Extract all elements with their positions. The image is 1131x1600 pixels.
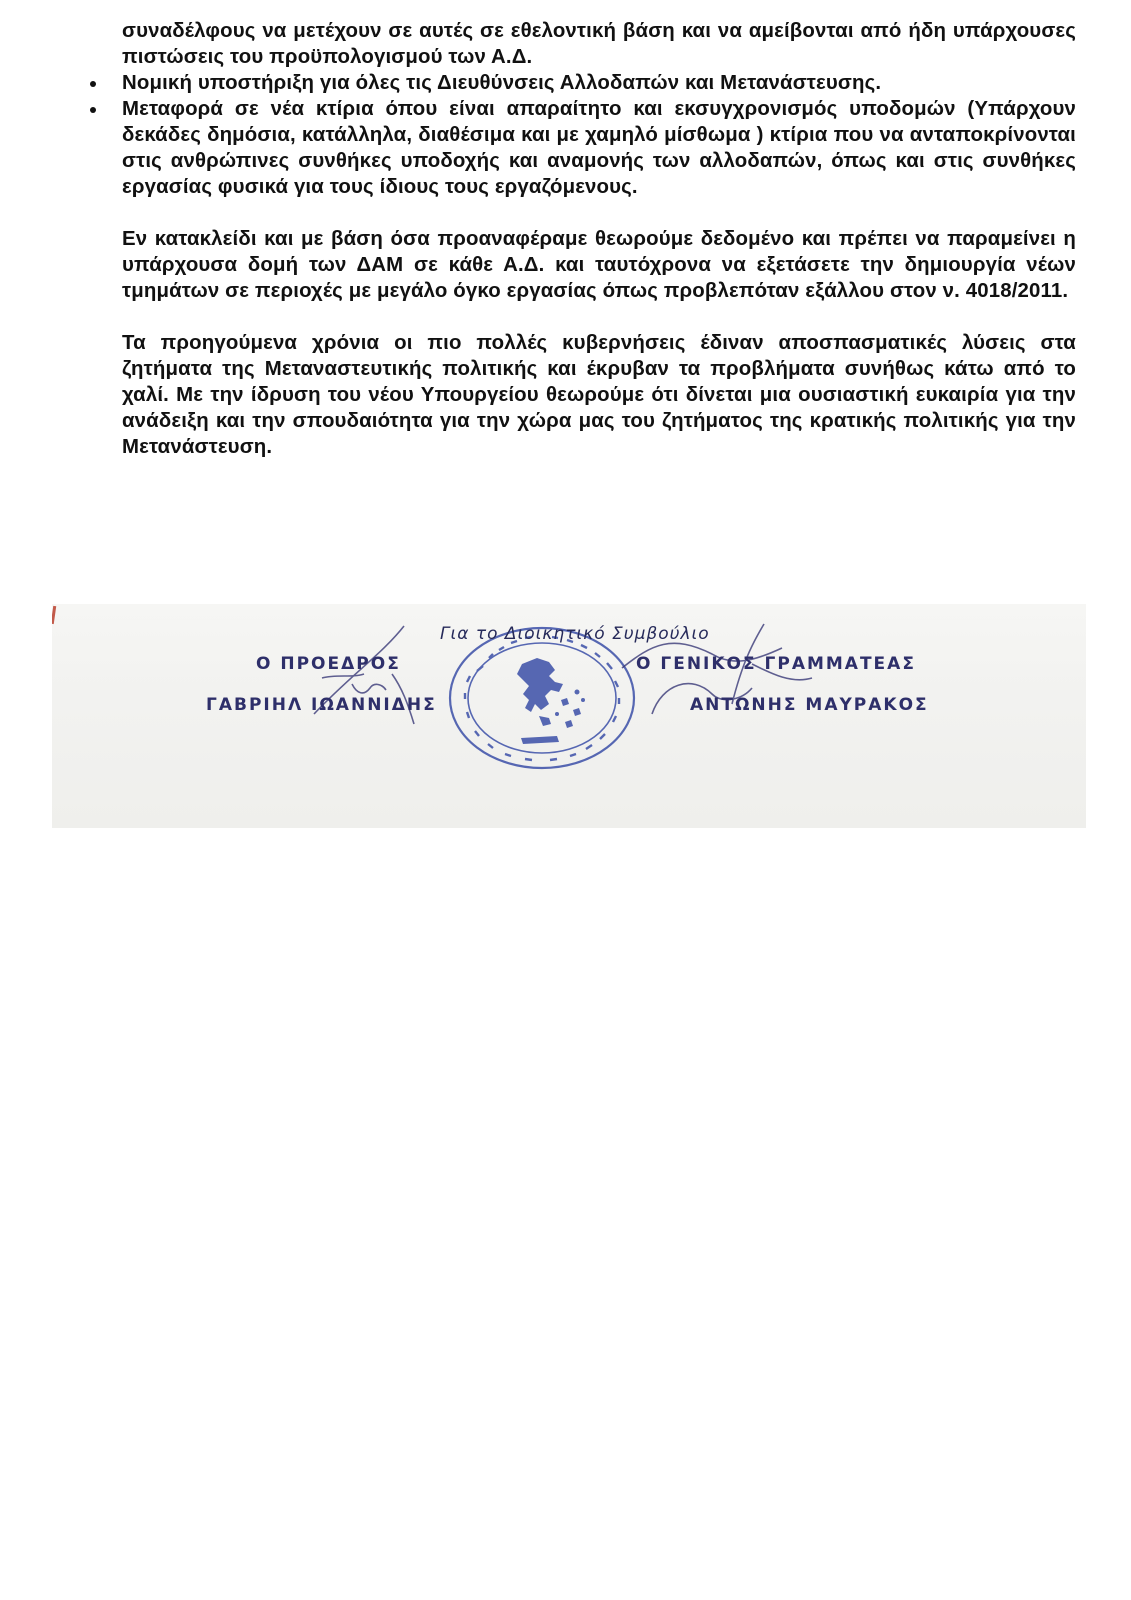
signature-scan	[52, 604, 1086, 828]
president-title: Ο ΠΡΟΕΔΡΟΣ	[256, 654, 401, 674]
president-name: ΓΑΒΡΙΗΛ ΙΩΑΝΝΙΔΗΣ	[206, 695, 437, 715]
conclusion-paragraph: Εν κατακλείδι και με βάση όσα προαναφέραμε θεωρούμε δεδομένο και πρέπει να παραμείνει η υπάρχουσα δομή των ΔΑΜ σε κάθε Α.Δ. και ταυτόχρονα να εξετάσετε την δημιουργία νέων τμημάτων σε περιοχές με μεγάλο όγκο εργασίας όπως προβλεπόταν εξάλλου στον ν. 4018/2011.	[122, 228, 1076, 302]
board-caption: Για το Διοικητικό Συμβούλιο	[440, 624, 710, 644]
bullet-list	[122, 70, 1076, 200]
bullet-dot-icon	[90, 81, 96, 87]
list-item	[122, 70, 1076, 96]
list-item-text: Νομική υποστήριξη για όλες τις Διευθύνσεις Αλλοδαπών και Μετανάστευσης.	[122, 72, 882, 94]
list-item	[122, 96, 1076, 200]
document-body	[122, 18, 1076, 460]
paragraph-continuation: συναδέλφους να μετέχουν σε αυτές σε εθελοντική βάση και να αμείβονται από ήδη υπάρχουσες πιστώσεις του προϋπολογισμού των Α.Δ.	[122, 20, 1076, 68]
secretary-title: Ο ΓΕΝΙΚΟΣ ΓΡΑΜΜΑΤΕΑΣ	[636, 654, 916, 674]
closing-paragraph: Τα προηγούμενα χρόνια οι πιο πολλές κυβερνήσεις έδιναν αποσπασματικές λύσεις στα ζητήματα της Μεταναστευτικής πολιτικής και έκρυβαν τα προβλήματα συνήθως κάτω από το χαλί. Με την ίδρυση του νέου Υπουργείου θεωρούμε ότι δίνεται μια ουσιαστική ευκαιρία για την ανάδειξη και την σπουδαιότητα για την χώρα μας του ζητήματος της κρατικής πολιτικής για την Μετανάστευση.	[122, 332, 1076, 458]
secretary-name: ΑΝΤΩΝΗΣ ΜΑΥΡΑΚΟΣ	[690, 695, 929, 715]
list-item-text: Μεταφορά σε νέα κτίρια όπου είναι απαραίτητο και εκσυγχρονισμός υποδομών (Υπάρχουν δεκάδες δημόσια, κατάλληλα, διαθέσιμα και με χαμηλό μίσθωμα ) κτίρια που να ανταποκρίνονται στις ανθρώπινες συνθήκες υποδοχής και αναμονής των αλλοδαπών, όπως και στις συνθήκες εργασίας φυσικά για τους ίδιους τους εργαζόμενους.	[122, 98, 1076, 198]
bullet-dot-icon	[90, 107, 96, 113]
